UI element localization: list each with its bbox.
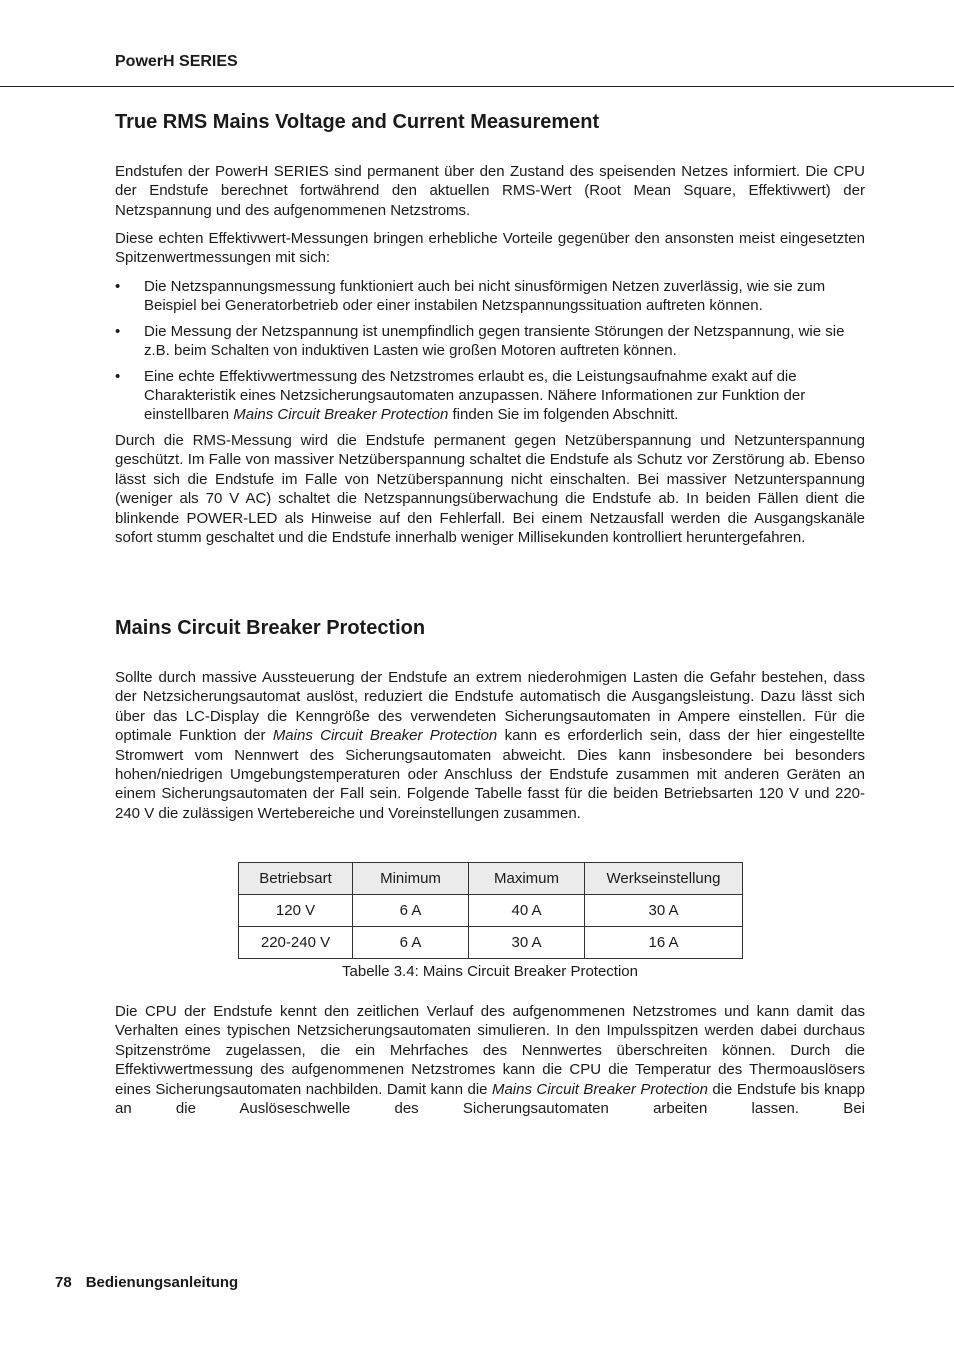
- page-footer: [55, 1274, 238, 1291]
- table-cell: 30 A: [469, 927, 585, 959]
- table-caption: Tabelle 3.4: Mains Circuit Breaker Protection: [342, 963, 638, 980]
- bullet-marker: •: [115, 322, 121, 340]
- table-row: [239, 927, 743, 959]
- paragraph: [115, 668, 865, 823]
- footer-label: Bedienungsanleitung: [85, 1274, 239, 1291]
- paragraph-text: [115, 668, 865, 823]
- header-rule: [0, 86, 954, 87]
- paragraph: [115, 1002, 865, 1118]
- text-run: die Endstufe bis knapp an die Auslöseschwelle des Sicherungsautomaten arbeiten lassen. Bei: [115, 1080, 865, 1118]
- table-cell: 40 A: [469, 895, 585, 927]
- emphasis-text: Mains Circuit Breaker Protection: [491, 1080, 708, 1098]
- bullet-marker: •: [115, 367, 121, 385]
- emphasis-text: Mains Circuit Breaker Protection: [233, 406, 449, 424]
- breaker-table: [238, 862, 743, 959]
- paragraph: [115, 229, 865, 268]
- table-cell: 30 A: [585, 895, 743, 927]
- text-run: Sollte durch massive Aussteuerung der Endstufe an extrem niederohmigen Lasten die Gefahr bestehen, dass der Netzsicherungsautomat auslöst, reduziert die Endstufe automatisch die Ausgangsleistung. Dazu lässt sich über das LC-Display die Kenngröße des verwendeten Sicherungsautomaten in Ampere einstellen. Für die optimale Funktion der: [115, 669, 865, 745]
- section-title-breaker: Mains Circuit Breaker Protection: [115, 617, 426, 639]
- list-item: [115, 277, 865, 316]
- paragraph-text: Diese echten Effektivwert-Messungen bringen erhebliche Vorteile gegenüber den ansonsten meist eingesetzten Spitzenwertmessungen mit sich:: [115, 230, 865, 267]
- section-title-rms: True RMS Mains Voltage and Current Measurement: [115, 111, 600, 133]
- table-row: [239, 895, 743, 927]
- list-item-text: Die Netzspannungsmessung funktioniert auch bei nicht sinusförmigen Netzen zuverlässig, wie sie zum Beispiel bei Generatorbetrieb oder einer instabilen Netzspannungssituation auftreten können.: [144, 278, 826, 315]
- table-header-cell: Maximum: [469, 863, 585, 895]
- paragraph-text: Durch die RMS-Messung wird die Endstufe permanent gegen Netzüberspannung und Netzunterspannung geschützt. Im Falle von massiver Netzüberspannung schaltet die Endstufe als Schutz vor Zerstörung ab. Ebenso lässt sich die Endstufe im Falle von Netzüberspannung nicht einschalten. Bei massiver Netzunterspannung (weniger als 70 V AC) schaltet die Netzspannungsüberwachung die Endstufe ab. In beiden Fällen dient die blinkende POWER-LED als Hinweise auf den Fehlerfall. Bei einem Netzausfall werden die Ausgangskanäle sofort stumm geschaltet und die Endstufe innerhalb weniger Millisekunden kontrolliert heruntergefahren.: [115, 432, 865, 547]
- table-header-cell: Werkseinstellung: [585, 863, 743, 895]
- paragraph-text: Endstufen der PowerH SERIES sind permanent über den Zustand des speisenden Netzes informiert. Die CPU der Endstufe berechnet fortwährend den aktuellen RMS-Wert (Root Mean Square, Effektivwert) der Netzspannung und des aufgenommenen Netzstroms.: [115, 163, 865, 219]
- table-cell: 16 A: [585, 927, 743, 959]
- page-number: 78: [55, 1274, 72, 1291]
- text-run: kann es erforderlich sein, dass der hier eingestellte Stromwert vom Nennwert des Sicherungsautomaten abweicht. Dies kann insbesondere bei besonders hohen/niedrigen Umgebungstemperaturen oder Anschluss der Endstufe zusammen mit anderen Geräten an einem Sicherungsautomaten der Fall sein. Folgende Tabelle fasst für die beiden Betriebsarten 120 V und 220-240 V die zulässigen Wertebereiche und Voreinstellungen zusammen.: [115, 727, 866, 822]
- table-cell: 6 A: [353, 895, 469, 927]
- table-header-row: [239, 863, 743, 895]
- list-item: [115, 367, 865, 425]
- bullet-list: [115, 277, 865, 431]
- paragraph: [115, 431, 865, 547]
- list-item-text: finden Sie im folgenden Abschnitt.: [448, 406, 679, 424]
- paragraph-text: [115, 1002, 865, 1118]
- table-cell: 120 V: [239, 895, 353, 927]
- paragraph: [115, 162, 865, 220]
- text-run: Die CPU der Endstufe kennt den zeitlichen Verlauf des aufgenommenen Netzstromes und kann damit das Verhalten eines typischen Netzsicherungsautomaten simulieren. In den Impulsspitzen werden dabei durchaus Spitzenströme zugelassen, die ein Mehrfaches des Nennwertes überschreiten können. Durch die Effektivwertmessung des aufgenommenen Netzstromes kann die CPU die Temperatur des Thermoauslösers eines Sicherungsautomaten nachbilden. Damit kann die: [115, 1003, 865, 1098]
- table-cell: 220-240 V: [239, 927, 353, 959]
- table-header-cell: Betriebsart: [239, 863, 353, 895]
- list-item-text: Die Messung der Netzspannung ist unempfindlich gegen transiente Störungen der Netzspannung, wie sie z.B. beim Schalten von induktiven Lasten wie großen Motoren auftreten können.: [144, 322, 845, 360]
- list-item: [115, 322, 865, 361]
- table-header-cell: Minimum: [353, 863, 469, 895]
- bullet-marker: •: [115, 278, 121, 295]
- list-item-text: Eine echte Effektivwertmessung des Netzstromes erlaubt es, die Leistungsaufnahme exakt auf die Charakteristik eines Netzsicherungsautomaten anzupassen. Nähere Informationen zur Funktion der einstellbaren: [144, 367, 806, 424]
- emphasis-text: Mains Circuit Breaker Protection: [272, 727, 498, 745]
- table-cell: 6 A: [353, 927, 469, 959]
- running-header: PowerH SERIES: [115, 53, 238, 70]
